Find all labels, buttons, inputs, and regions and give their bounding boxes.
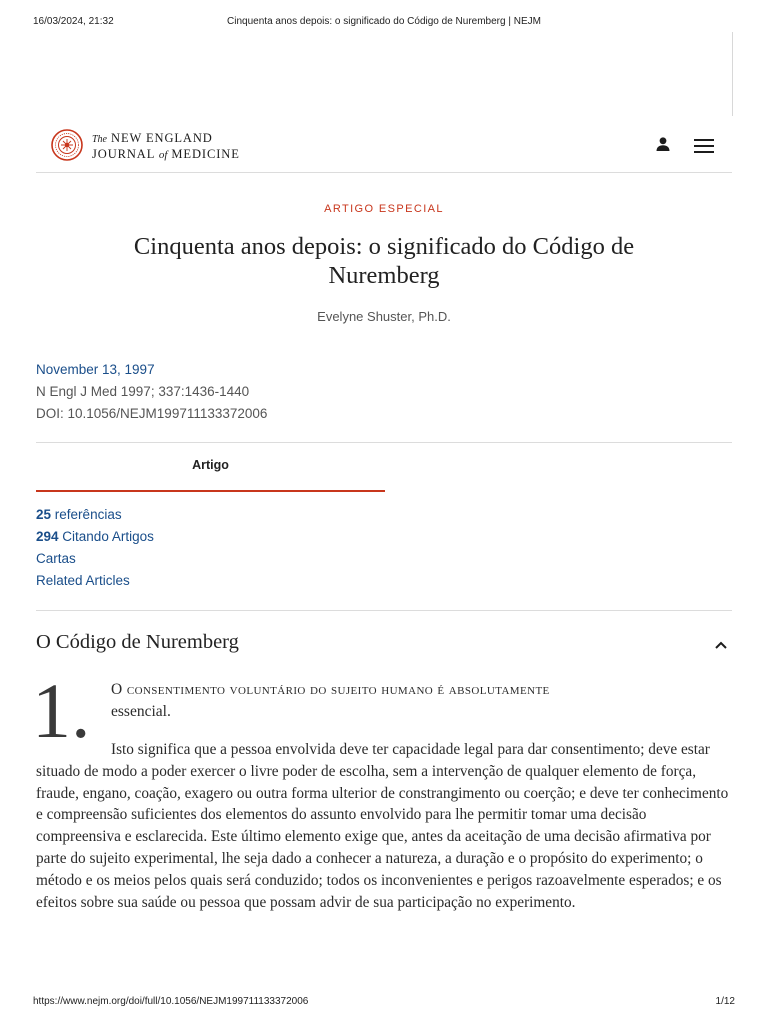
print-datetime: 16/03/2024, 21:32 [33, 16, 114, 27]
citation: N Engl J Med 1997; 337:1436-1440 [36, 384, 250, 399]
section-heading[interactable]: O Código de Nuremberg [36, 631, 239, 653]
chevron-up-icon[interactable] [713, 639, 729, 651]
citing-articles-link[interactable] [36, 526, 154, 548]
principle-statement [111, 679, 711, 723]
publication-date[interactable]: November 13, 1997 [36, 362, 155, 377]
logo-the: The [92, 134, 107, 145]
citing-label: Citando Artigos [62, 529, 154, 544]
article-title: Cinquenta anos depois: o significado do Código de Nuremberg [133, 233, 635, 289]
principle-text: O consentimento voluntário do sujeito humano é absolutamente [111, 681, 550, 698]
article-type-label: ARTIGO ESPECIAL [324, 203, 444, 215]
print-page-title: Cinquenta anos depois: o significado do Código de Nuremberg | NEJM [227, 16, 541, 27]
references-count: 25 [36, 507, 52, 522]
tab-artigo[interactable]: Artigo [192, 458, 229, 472]
citing-count: 294 [36, 529, 59, 544]
masthead [36, 126, 732, 172]
logo-of: of [158, 149, 168, 161]
article-meta [36, 359, 267, 425]
references-label: referências [54, 507, 122, 522]
principle-text-end: essencial. [111, 703, 171, 720]
article-links [36, 504, 154, 592]
letters-link[interactable]: Cartas [36, 551, 76, 566]
active-tab-indicator [36, 490, 385, 492]
divider [36, 610, 732, 611]
nejm-seal-icon[interactable] [51, 129, 83, 161]
logo-journal: JOURNAL [92, 147, 155, 161]
user-icon[interactable] [655, 136, 671, 152]
divider [36, 442, 732, 443]
masthead-divider [36, 172, 732, 173]
print-url: https://www.nejm.org/doi/full/10.1056/NEJM199711133372006 [33, 996, 309, 1007]
logo-medicine: MEDICINE [171, 147, 240, 161]
print-header [0, 12, 768, 28]
article-author[interactable]: Evelyne Shuster, Ph.D. [317, 309, 451, 324]
principle-number: 1. [32, 667, 91, 754]
principle-paragraph: Isto significa que a pessoa envolvida deve ter capacidade legal para dar consentimento; deve estar situado de modo a poder exercer o livre poder de escolha, sem a intervenção de qualquer elemento de força, fraude, engano, coação, exagero ou outra forma ulterior de constrangimento ou coerção; e deve ter conhecimento e compreensão suficientes dos elementos do assunto envolvido para lhe permitir tomar uma decisão compreensiva e esclarecida. Este último elemento exige que, antes da aceitação de uma decisão afirmativa por parte do sujeito experimental, lhe seja dado a conhecer a natureza, a duração e o propósito do experimento; o método e os meios pelos quais será conduzido; todos os inconvenientes e perigos razoavelmente esperados; e os efeitos sobre sua saúde ou pessoa que possam advir de sua participação no experimento. [36, 741, 729, 911]
related-articles-link[interactable]: Related Articles [36, 573, 130, 588]
references-link[interactable] [36, 504, 154, 526]
logo-new-england: NEW ENGLAND [111, 131, 213, 145]
print-page-number: 1/12 [715, 996, 735, 1007]
hamburger-menu-icon[interactable] [694, 139, 714, 153]
doi: DOI: 10.1056/NEJM199711133372006 [36, 406, 268, 421]
nejm-logo[interactable] [92, 131, 240, 162]
scrollbar-edge [732, 32, 733, 116]
